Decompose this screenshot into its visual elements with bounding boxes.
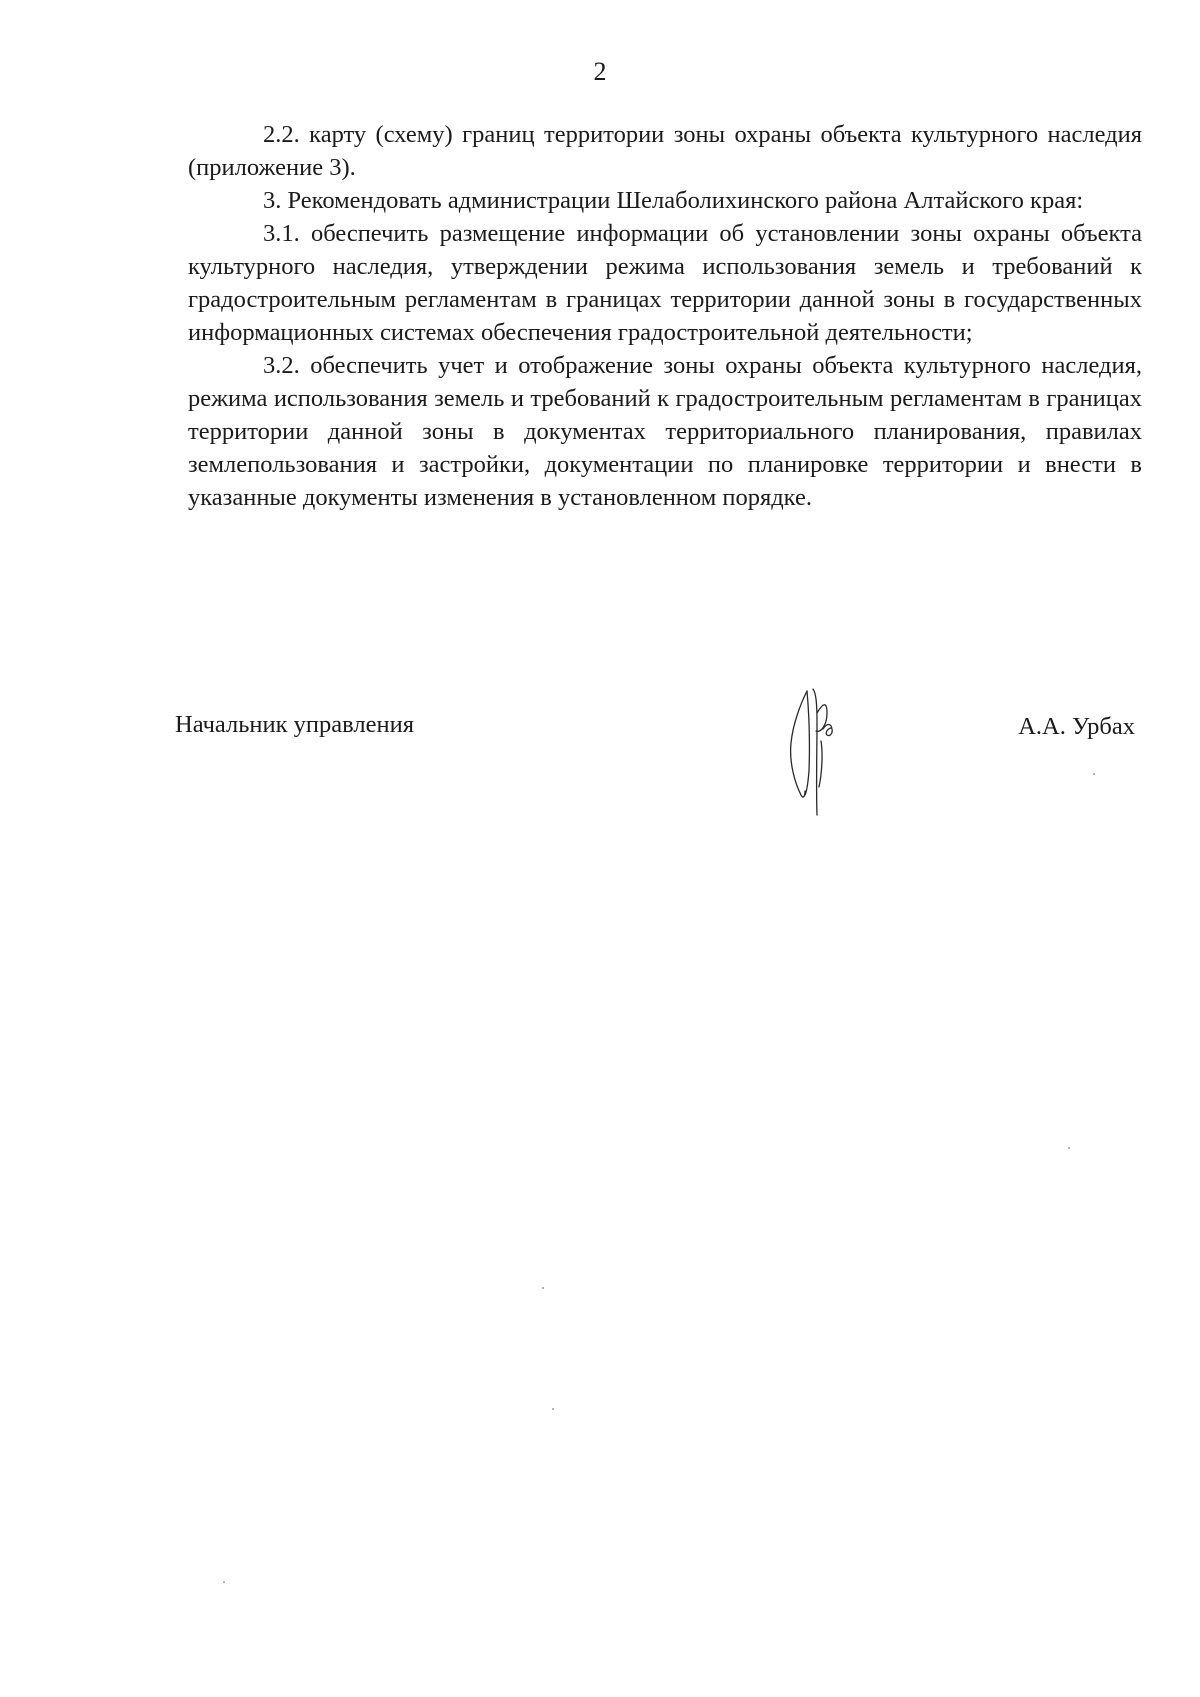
paragraph-3-1: 3.1. обеспечить размещение информации об установлении зоны охраны объекта культурного наследия, утверждении режима использования земель и требований к градостроительным регламентам в границах территории данной зоны в государственных информационных системах обеспечения градостроительной деятельности; [188,220,1142,346]
signature-block [175,708,1135,748]
paragraph-3-2: 3.2. обеспечить учет и отображение зоны охраны объекта культурного наследия, режима использования земель и требований к градостроительным регламентам в границах территории данной зоны в документах территориального планирования, правилах землепользования и застройки, документации по планировке территории и внести в указанные документы изменения в установленном порядке. [188,352,1142,511]
handwritten-signature-icon [783,683,853,818]
signatory-name: А.А. Урбах [1018,713,1135,740]
scan-speck [542,1287,544,1289]
scan-speck [223,1581,225,1583]
scan-speck [1093,773,1095,775]
page-number: 2 [593,57,607,86]
paragraph-3: 3. Рекомендовать администрации Шелаболихинского района Алтайского края: [263,187,1084,214]
scan-speck [552,1408,554,1410]
signatory-title: Начальник управления [175,711,414,738]
scan-speck [1068,1147,1070,1149]
paragraph-2-2: 2.2. карту (схему) границ территории зоны охраны объекта культурного наследия (приложение 3). [188,121,1142,181]
document-body [188,118,1142,514]
